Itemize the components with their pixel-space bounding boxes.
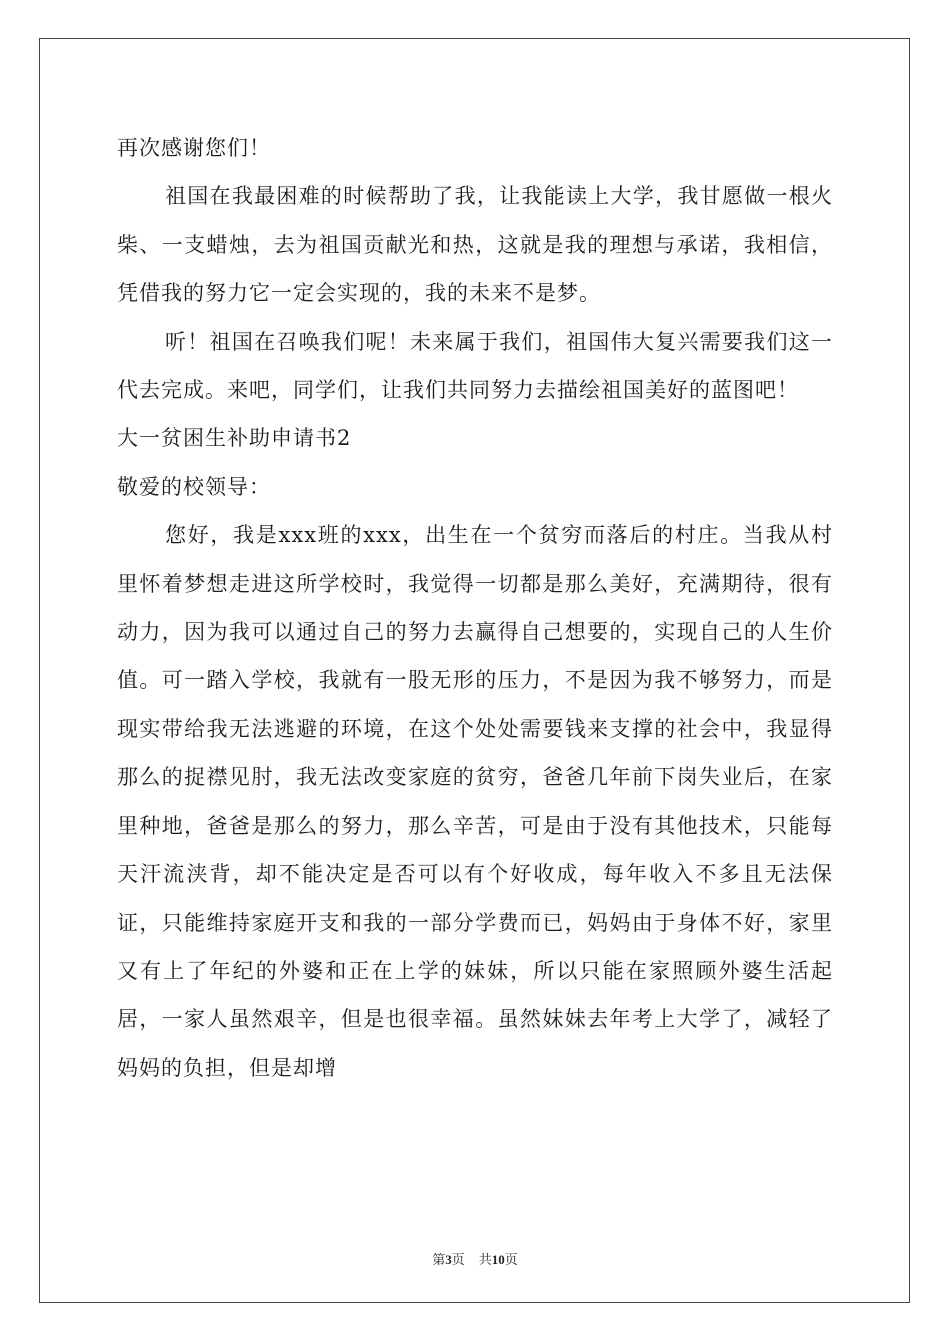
section-title: 大一贫困生补助申请书2 — [117, 426, 352, 451]
salutation: 敬爱的校领导： — [117, 474, 271, 499]
paragraph-motherland-calling: 听！祖国在召唤我们呢！未来属于我们，祖国伟大复兴需要我们这一代去完成。来吧，同学们，让我们共同努力去描绘祖国美好的蓝图吧！ — [117, 329, 833, 403]
page-suffix: 页 — [451, 1252, 465, 1267]
total-page-number: 10 — [491, 1252, 505, 1267]
page-prefix: 第 — [432, 1252, 446, 1267]
total-prefix: 共 — [478, 1252, 492, 1267]
document-body — [117, 124, 833, 1092]
paragraph-self-introduction: 您好，我是xxx班的xxx，出生在一个贫穷而落后的村庄。当我从村里怀着梦想走进这所学校时，我觉得一切都是那么美好，充满期待，很有动力，因为我可以通过自己的努力去赢得自己想要的，实现自己的人生价值。可一踏入学校，我就有一股无形的压力，不是因为我不够努力，而是现实带给我无法逃避的环境，在这个处处需要钱来支撑的社会中，我显得那么的捉襟见肘，我无法改变家庭的贫穷，爸爸几年前下岗失业后，在家里种地，爸爸是那么的努力，那么辛苦，可是由于没有其他技术，只能每天汗流浃背，却不能决定是否可以有个好收成，每年收入不多且无法保证，只能维持家庭开支和我的一部分学费而已，妈妈由于身体不好，家里又有上了年纪的外婆和正在上学的妹妹，所以只能在家照顾外婆生活起居，一家人虽然艰辛，但是也很幸福。虽然妹妹去年考上大学了，减轻了妈妈的负担，但是却增 — [117, 523, 833, 1080]
paragraph-closing-thanks: 再次感谢您们！ — [117, 136, 271, 160]
paragraph-motherland-help: 祖国在我最困难的时候帮助了我，让我能读上大学，我甘愿做一根火柴、一支蜡烛，去为祖国贡献光和热，这就是我的理想与承诺，我相信，凭借我的努力它一定会实现的，我的未来不是梦。 — [117, 184, 833, 306]
page-footer — [0, 1249, 950, 1268]
total-suffix: 页 — [504, 1252, 518, 1267]
current-page-number: 3 — [445, 1252, 452, 1267]
